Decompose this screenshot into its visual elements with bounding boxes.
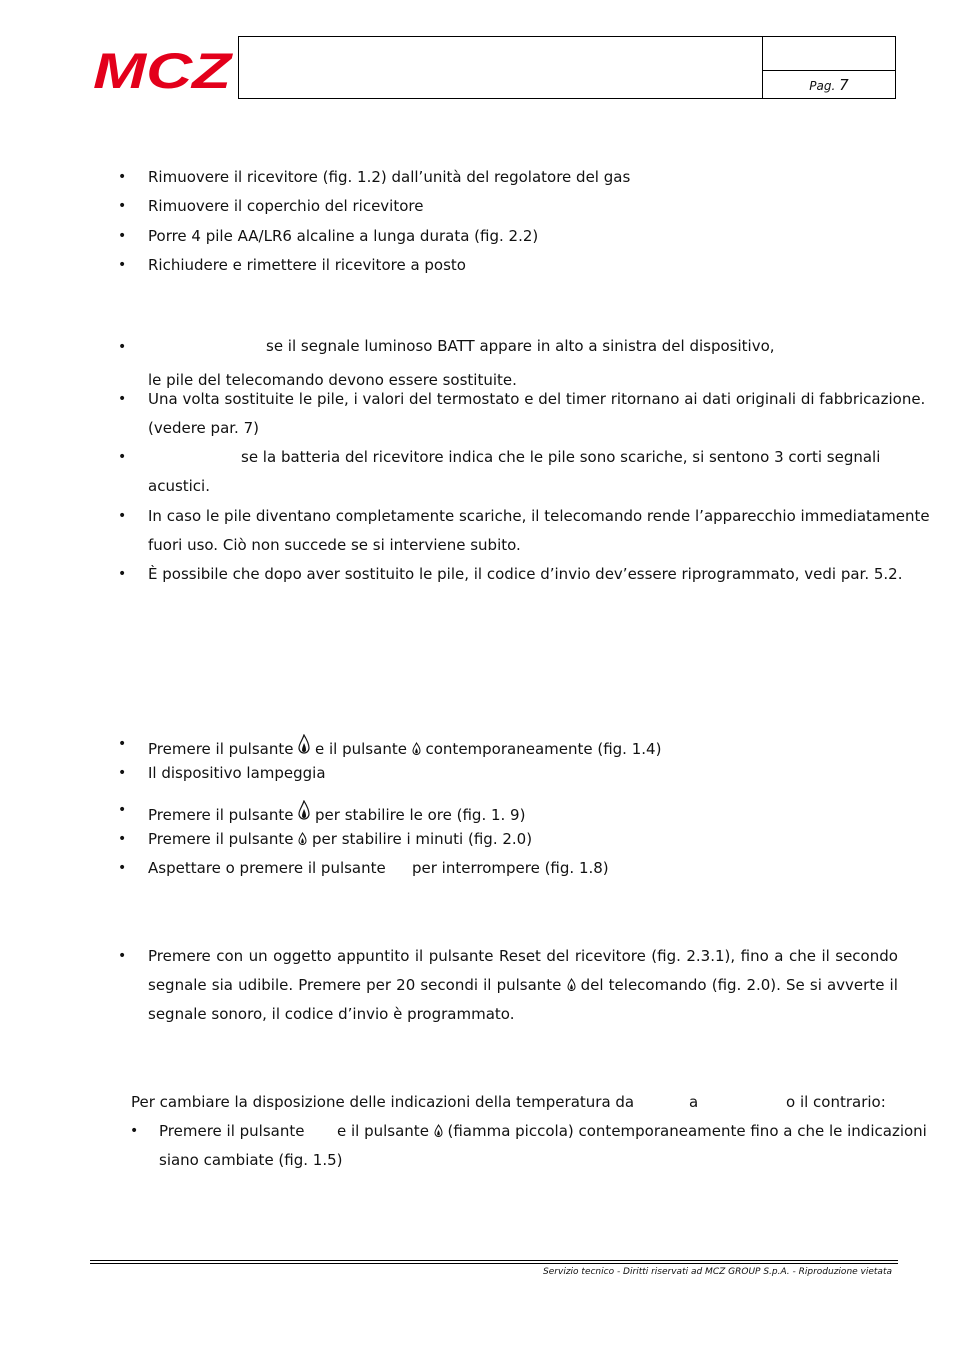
time-step-3-b: per stabilire le ore (fig. 1. 9) <box>315 806 526 824</box>
bullet-icon: • <box>118 948 127 964</box>
time-step-4-a: Premere il pulsante <box>148 830 294 848</box>
temp-intro-a: Per cambiare la disposizione delle indicazioni della temperatura da <box>131 1093 635 1111</box>
time-step-3-a: Premere il pulsante <box>148 806 294 824</box>
receiver-note-line1: se la batteria del ricevitore indica che le pile sono scariche, si sentono 3 corti segnali <box>241 448 881 466</box>
time-step-4 <box>148 829 532 849</box>
bullet-icon: • <box>118 339 127 355</box>
temp-step-line2: siano cambiate (fig. 1.5) <box>159 1151 343 1169</box>
bullet-icon: • <box>118 860 127 876</box>
bullet-icon: • <box>118 566 127 582</box>
bullet-icon: • <box>118 169 127 185</box>
flame-small-icon <box>298 832 307 846</box>
batt-note-line2: le pile del telecomando devono essere sostituite. <box>148 371 517 389</box>
battery-step-3: Porre 4 pile AA/LR6 alcaline a lunga durata (fig. 2.2) <box>148 227 539 245</box>
bullet-icon: • <box>118 802 127 818</box>
empty-note-line2: fuori uso. Ciò non succede se si interviene subito. <box>148 536 521 554</box>
flame-small-icon <box>434 1124 443 1138</box>
time-step-3 <box>148 800 525 825</box>
time-step-2: Il dispositivo lampeggia <box>148 764 326 782</box>
code-note: È possibile che dopo aver sostituito le pile, il codice d’invio dev’essere riprogrammato, vedi par. 5.2. <box>148 565 903 583</box>
temp-intro-c: o il contrario: <box>786 1093 886 1111</box>
bullet-icon: • <box>118 228 127 244</box>
bullet-icon: • <box>118 831 127 847</box>
time-step-4-b: per stabilire i minuti (fig. 2.0) <box>312 830 533 848</box>
header-box <box>238 36 896 99</box>
reset-note-line2: (vedere par. 7) <box>148 419 259 437</box>
battery-step-4: Richiudere e rimettere il ricevitore a posto <box>148 256 466 274</box>
bullet-icon: • <box>118 257 127 273</box>
program-line-1: Premere con un oggetto appuntito il pulsante Reset del ricevitore (fig. 2.3.1), fino a che il secondo <box>148 947 898 965</box>
bullet-icon: • <box>118 508 127 524</box>
temp-step-c-text: (fiamma piccola) contemporaneamente fino a che le indicazioni <box>447 1122 927 1140</box>
bullet-icon: • <box>130 1123 139 1139</box>
bullet-icon: • <box>118 765 127 781</box>
bullet-icon: • <box>118 391 127 407</box>
flame-large-icon <box>298 734 310 756</box>
temp-intro-b: a <box>689 1093 699 1111</box>
bullet-icon: • <box>118 198 127 214</box>
time-step-1 <box>148 734 661 759</box>
time-step-1-b: e il pulsante <box>315 740 407 758</box>
receiver-note-line2: acustici. <box>148 477 210 495</box>
footer-rule <box>90 1263 898 1264</box>
page-number-cell <box>763 71 895 98</box>
battery-step-1: Rimuovere il ricevitore (fig. 1.2) dall’unità del regolatore del gas <box>148 168 631 186</box>
footer-rule <box>90 1260 898 1261</box>
flame-small-icon <box>567 978 576 992</box>
page-label: Pag. <box>809 79 836 93</box>
time-step-5-a: Aspettare o premere il pulsante <box>148 859 386 877</box>
page-number: 7 <box>839 76 849 94</box>
flame-small-icon <box>412 742 421 756</box>
time-step-1-a: Premere il pulsante <box>148 740 294 758</box>
program-line-2: segnale sia udibile. Premere per 20 secondi il pulsante del telecomando (fig. 2.0). Se si avverte il <box>148 976 898 994</box>
bullet-icon: • <box>118 736 127 752</box>
battery-step-2: Rimuovere il coperchio del ricevitore <box>148 197 424 215</box>
time-step-1-c: contemporaneamente (fig. 1.4) <box>425 740 662 758</box>
footer-text: Servizio tecnico - Diritti riservati ad MCZ GROUP S.p.A. - Riproduzione vietata <box>543 1267 892 1277</box>
batt-note-line1: se il segnale luminoso BATT appare in alto a sinistra del dispositivo, <box>266 337 775 355</box>
mcz-logo <box>92 44 234 92</box>
bullet-icon: • <box>118 449 127 465</box>
temp-step-b <box>337 1121 927 1141</box>
temp-step-b-text: e il pulsante <box>337 1122 429 1140</box>
program-line-3: segnale sonoro, il codice d’invio è programmato. <box>148 1005 515 1023</box>
svg-text:MCZ: MCZ <box>93 44 234 92</box>
empty-note-line1: In caso le pile diventano completamente scariche, il telecomando rende l’apparecchio immediatamente <box>148 507 930 525</box>
temp-step-a: Premere il pulsante <box>159 1122 305 1140</box>
reset-note-line1: Una volta sostituite le pile, i valori del termostato e del timer ritornano ai dati originali di fabbricazione. <box>148 390 926 408</box>
time-step-5-b: per interrompere (fig. 1.8) <box>412 859 609 877</box>
flame-large-icon <box>298 800 310 822</box>
